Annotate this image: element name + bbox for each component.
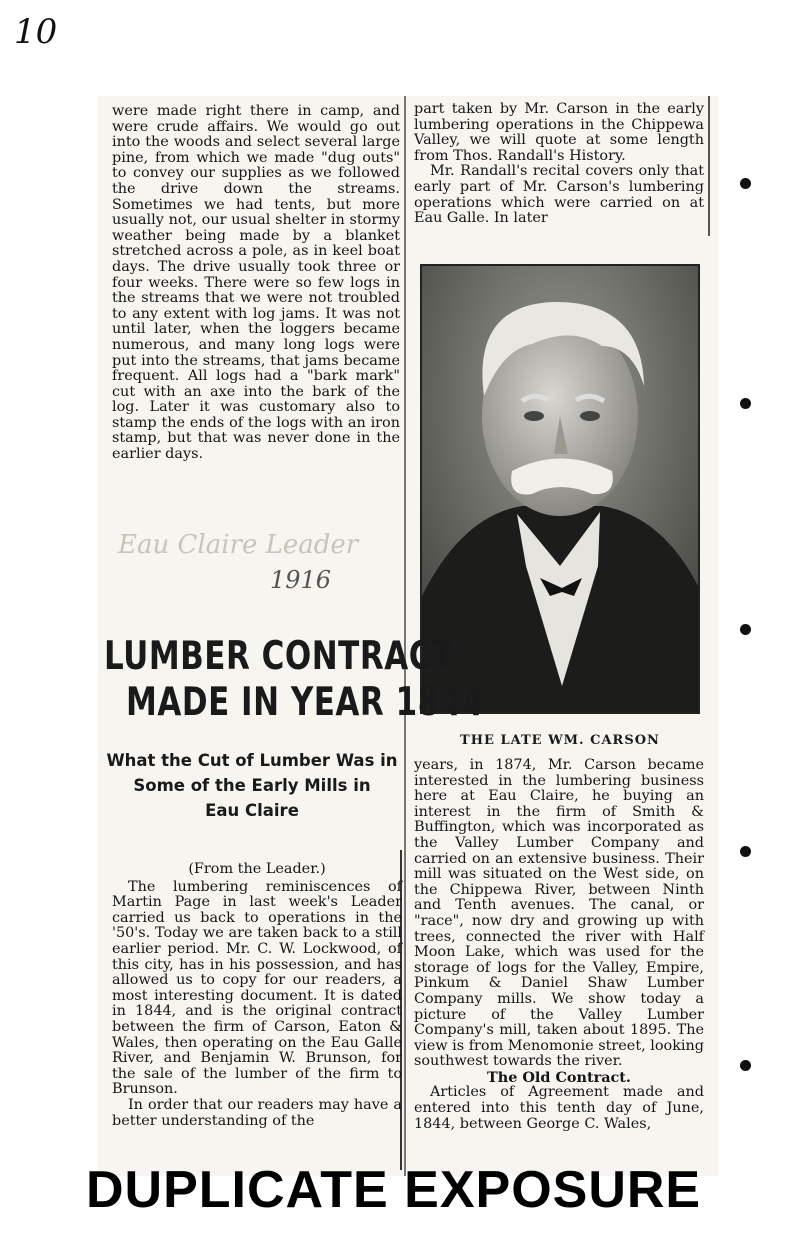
right-column-top-text xyxy=(414,102,704,227)
deck-line: Some of the Early Mills in xyxy=(133,776,371,795)
section-subhead: The Old Contract. xyxy=(487,1068,631,1086)
portrait-photo xyxy=(420,264,700,714)
page-number: 10 xyxy=(14,12,58,52)
deck-line: Eau Claire xyxy=(205,801,299,820)
photo-caption: THE LATE WM. CARSON xyxy=(460,733,660,748)
paragraph: Mr. Randall's recital covers only that early part of Mr. Carson's lumbering operations which were carried on at Eau Galle. In later xyxy=(414,163,704,227)
subheadline-deck xyxy=(104,748,400,823)
binder-hole-dot xyxy=(740,398,751,409)
binder-hole-dot xyxy=(740,624,751,635)
handwritten-source-note: Eau Claire Leader xyxy=(118,530,359,560)
left-column-top-text xyxy=(112,104,400,463)
binder-hole-dot xyxy=(740,846,751,857)
portrait-image xyxy=(422,266,698,712)
paragraph: In order that our readers may have a better understanding of the xyxy=(112,1096,402,1129)
paragraph: Articles of Agreement made and entered into this tenth day of June, 1844, between George C. Wales, xyxy=(414,1084,704,1132)
binder-hole-dot xyxy=(740,178,751,189)
deck-line: What the Cut of Lumber Was in xyxy=(106,751,398,770)
headline-line-1: LUMBER CONTRACT xyxy=(104,634,454,679)
paragraph: were made right there in camp, and were crude affairs. We would go out into the woods and select several large pine, from which we made "dug outs" to convey our supplies as we followed the drive down the streams. Sometimes we had tents, but more usually not, our usual shelter in stormy weather being made by a blanket stretched across a pole, as in keel boat days. The drive usually took three or four weeks. There were so few logs in the streams that we were not troubled to any extent with log jams. It was not until later, when the loggers became numerous, and many long logs were put into the streams, that jams became frequent. All logs had a "bark mark" cut with an axe into the bark of the log. Later it was customary also to stamp the ends of the logs with an iron stamp, but that was never done in the earlier days. xyxy=(112,103,400,463)
paragraph: part taken by Mr. Carson in the early lumbering operations in the Chippewa Valley, we will quote at some length from Thos. Randall's History. xyxy=(414,101,704,164)
source-credit: (From the Leader.) xyxy=(188,861,326,877)
duplicate-exposure-stamp: DUPLICATE EXPOSURE xyxy=(86,1161,702,1219)
right-margin-rule xyxy=(708,96,710,236)
paragraph: years, in 1874, Mr. Carson became interested in the lumbering business here at Eau Claire, he buying an interest in the firm of Smith & Buffington, which was incorporated as the Valley Lumber Company and carried on an extensive business. Their mill was situated on the West side, on the Chippewa River, between Ninth and Tenth avenues. The canal, or "race", now dry and growing up with trees, connected the river with Half Moon Lake, which was used for the storage of logs for the Valley, Empire, Pinkum & Daniel Shaw Lumber Company mills. We show today a picture of the Valley Lumber Company's mill, taken about 1895. The view is from Menomonie street, looking southwest towards the river. xyxy=(414,757,704,1070)
paragraph: The lumbering reminiscences of Martin Page in last week's Leader carried us back to operations in the '50's. Today we are taken back to a still earlier period. Mr. C. W. Lockwood, of this city, has in his possession, and has allowed us to copy for our readers, a most interesting document. It is dated in 1844, and is the original contract between the firm of Carson, Eaton & Wales, then operating on the Eau Galle River, and Benjamin W. Brunson, for the sale of the lumber of the firm to Brunson. xyxy=(112,878,402,1098)
right-column-article-text xyxy=(414,758,704,1132)
handwritten-year: 1916 xyxy=(270,566,332,594)
left-column-article-text xyxy=(112,862,402,1129)
binder-hole-dot xyxy=(740,1060,751,1071)
headline-line-2: MADE IN YEAR 1844 xyxy=(126,680,484,725)
